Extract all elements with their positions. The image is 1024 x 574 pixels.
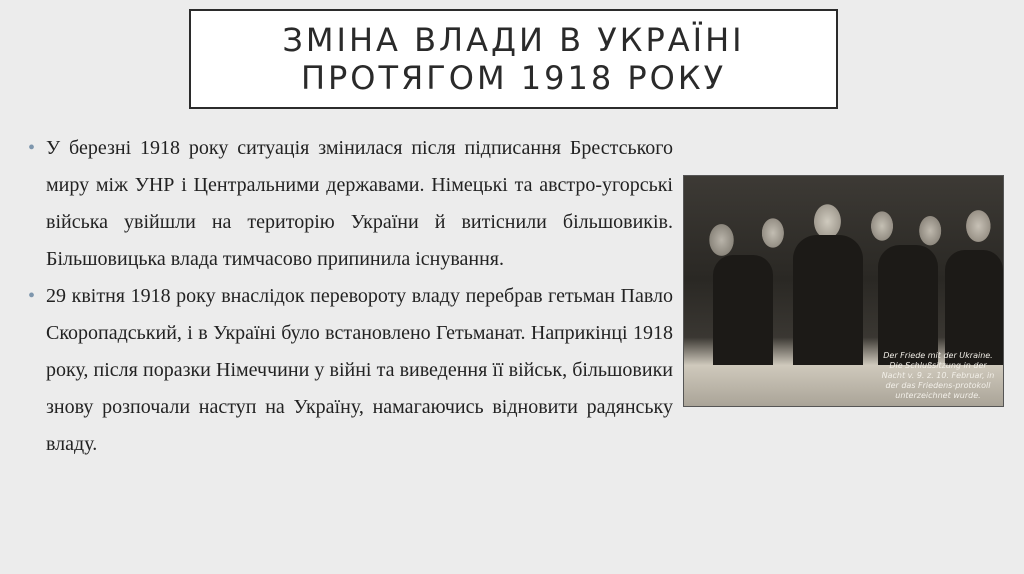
bullet-item xyxy=(28,130,673,278)
photo-figure xyxy=(793,235,863,365)
photo-figure xyxy=(713,255,773,365)
photo-figure xyxy=(878,245,938,365)
bullet-marker: • xyxy=(28,285,36,307)
content-body xyxy=(28,130,673,463)
photo-caption: Der Friede mit der Ukraine. Die Schlußsitzung in der Nacht v. 9. z. 10. Februar, in der das Friedens-protokoll unterzeichnet wurde. xyxy=(881,351,995,400)
bullet-marker: • xyxy=(28,137,36,159)
slide-title-line-2: ПРОТЯГОМ 1918 РОКУ xyxy=(300,59,727,97)
bullet-text: 29 квітня 1918 року внаслідок перевороту владу перебрав гетьман Павло Скоропадський, і в Україні було встановлено Гетьманат. Наприкінці 1918 року, після поразки Німеччини у війні та виведення її військ, більшовики знову розпочали наступ на Україну, намагаючись відновити радянську владу. xyxy=(46,285,673,455)
historical-photo xyxy=(683,175,1004,407)
bullet-text: У березні 1918 року ситуація змінилася після підписання Брестського миру між УНР і Центральними державами. Німецькі та австро-угорські війська увійшли на територію України й витіснили більшовиків. Більшовицька влада тимчасово припинила існування. xyxy=(46,137,673,270)
photo-figure xyxy=(945,250,1003,365)
slide-title-line-1: ЗМІНА ВЛАДИ В УКРАЇНІ xyxy=(282,21,745,59)
title-box xyxy=(189,9,838,109)
bullet-item xyxy=(28,278,673,463)
